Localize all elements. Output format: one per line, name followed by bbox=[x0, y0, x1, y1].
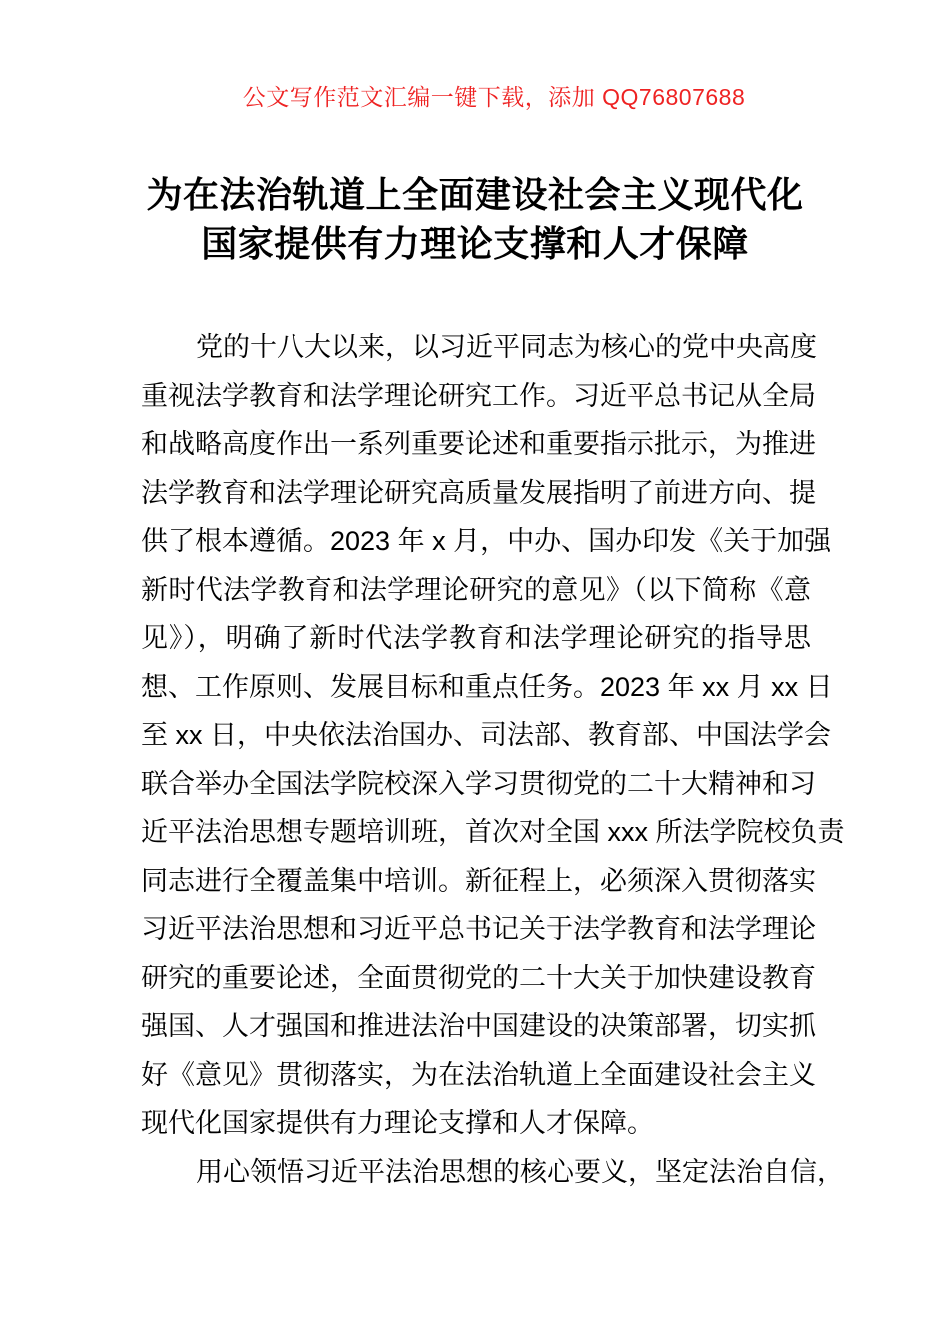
body-line: 现代化国家提供有力理论支撑和人才保障。 bbox=[141, 1108, 654, 1138]
body-line: 供了根本遵循。2023 年 x 月，中办、国办印发《关于加强 bbox=[141, 526, 832, 556]
body-line: 好《意见》贯彻落实，为在法治轨道上全面建设社会主义 bbox=[141, 1059, 816, 1090]
body-line: 习近平法治思想和习近平总书记关于法学教育和法学理论 bbox=[141, 914, 816, 944]
body-line: 重视法学教育和法学理论研究工作。习近平总书记从全局 bbox=[141, 380, 816, 411]
body-line: 想、工作原则、发展目标和重点任务。2023 年 xx 月 xx 日 bbox=[141, 671, 833, 702]
document-body bbox=[141, 323, 845, 1196]
body-line: 强国、人才强国和推进法治中国建设的决策部署，切实抓 bbox=[141, 1011, 816, 1041]
body-line: 党的十八大以来，以习近平同志为核心的党中央高度 bbox=[196, 332, 817, 362]
body-line: 至 xx 日，中央依法治国办、司法部、教育部、中国法学会 bbox=[141, 720, 832, 750]
body-line: 用心领悟习近平法治思想的核心要义，坚定法治自信， bbox=[196, 1156, 844, 1187]
body-line: 法学教育和法学理论研究高质量发展指明了前进方向、提 bbox=[141, 477, 816, 508]
body-line: 新时代法学教育和法学理论研究的意见》（以下简称《意 bbox=[141, 574, 811, 605]
body-line: 同志进行全覆盖集中培训。新征程上，必须深入贯彻落实 bbox=[141, 865, 816, 896]
body-line: 见》），明确了新时代法学教育和法学理论研究的指导思 bbox=[141, 623, 811, 653]
title-line-2: 国家提供有力理论支撑和人才保障 bbox=[201, 223, 749, 264]
title-line-1: 为在法治轨道上全面建设社会主义现代化 bbox=[146, 174, 804, 215]
document-title bbox=[0, 170, 950, 268]
body-line: 和战略高度作出一系列重要论述和重要指示批示，为推进 bbox=[141, 429, 816, 459]
body-line: 近平法治思想专题培训班，首次对全国 xxx 所法学院校负责 bbox=[141, 817, 845, 847]
body-line: 联合举办全国法学院校深入学习贯彻党的二十大精神和习 bbox=[141, 768, 816, 799]
header-notice: 公文写作范文汇编一键下载，添加 QQ76807688 bbox=[242, 84, 746, 110]
body-line: 研究的重要论述，全面贯彻党的二十大关于加快建设教育 bbox=[141, 962, 816, 993]
